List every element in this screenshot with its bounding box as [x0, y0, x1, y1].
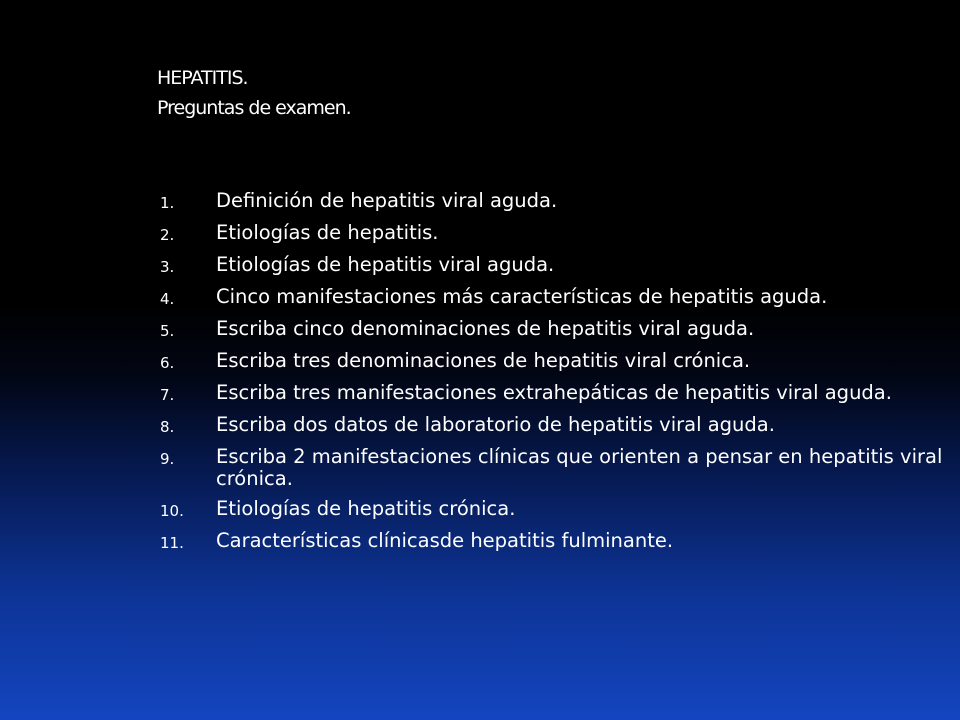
question-number: 5.	[160, 322, 175, 340]
question-number: 7.	[160, 386, 175, 404]
question-text: Etiologías de hepatitis.	[216, 221, 439, 244]
question-item-11	[160, 530, 950, 554]
question-text: Escriba tres denominaciones de hepatitis viral crónica.	[216, 349, 751, 372]
question-number: 4.	[160, 290, 175, 308]
question-text: Escriba tres manifestaciones extrahepáticas de hepatitis viral aguda.	[216, 381, 892, 404]
question-text: Escriba 2 manifestaciones clínicas que orienten a pensar en hepatitis viral crónica.	[216, 445, 943, 490]
question-number: 11.	[160, 534, 184, 552]
question-text: Etiologías de hepatitis crónica.	[216, 497, 516, 520]
question-item-5	[160, 318, 950, 342]
question-item-9	[160, 446, 950, 490]
question-number: 2.	[160, 226, 175, 244]
question-item-3	[160, 254, 950, 278]
question-item-1	[160, 190, 950, 214]
question-item-2	[160, 222, 950, 246]
question-list	[160, 190, 950, 562]
question-item-4	[160, 286, 950, 310]
slide-title	[157, 63, 351, 123]
question-item-6	[160, 350, 950, 374]
question-number: 10.	[160, 502, 184, 520]
question-text: Cinco manifestaciones más características de hepatitis aguda.	[216, 285, 828, 308]
question-item-7	[160, 382, 950, 406]
question-text: Escriba cinco denominaciones de hepatitis viral aguda.	[216, 317, 755, 340]
question-item-10	[160, 498, 950, 522]
question-text: Escriba dos datos de laboratorio de hepatitis viral aguda.	[216, 413, 775, 436]
question-number: 1.	[160, 194, 175, 212]
title-line-2: Preguntas de examen.	[157, 97, 351, 119]
question-number: 3.	[160, 258, 175, 276]
question-text: Definición de hepatitis viral aguda.	[216, 189, 558, 212]
question-number: 8.	[160, 418, 175, 436]
question-number: 6.	[160, 354, 175, 372]
question-text: Etiologías de hepatitis viral aguda.	[216, 253, 555, 276]
question-number: 9.	[160, 450, 175, 468]
question-item-8	[160, 414, 950, 438]
title-line-1: HEPATITIS.	[157, 67, 248, 89]
question-text: Características clínicasde hepatitis fulminante.	[216, 529, 674, 552]
